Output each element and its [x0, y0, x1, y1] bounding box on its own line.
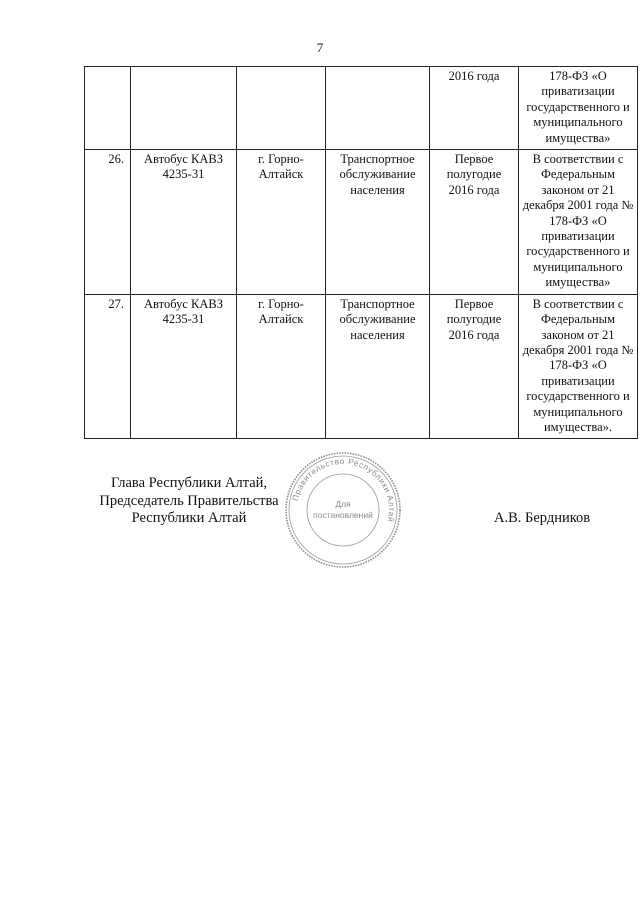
- cell-num: 27.: [85, 294, 131, 439]
- basis-line: муниципального: [533, 259, 623, 274]
- purpose-line: Транспортное: [340, 152, 415, 167]
- cell-location: [237, 294, 326, 439]
- basis-line: муниципального: [533, 404, 623, 419]
- cell-period: [430, 67, 519, 150]
- privatization-table: [84, 66, 638, 439]
- basis-line: В соответствии с: [532, 296, 624, 311]
- location-line: Алтайск: [258, 167, 304, 182]
- signatory-name: А.В. Бердников: [494, 510, 591, 526]
- stamp-ring-text: Правительство Республики Алтай: [290, 456, 397, 524]
- cell-purpose: [326, 150, 430, 295]
- basis-line: имущества».: [543, 419, 612, 434]
- basis-line: приватизации: [541, 84, 615, 99]
- basis-line: государственного и: [526, 244, 630, 259]
- basis-line: имущества»: [545, 130, 611, 145]
- basis-line: 178-ФЗ «О: [549, 69, 607, 83]
- cell-num: [85, 67, 131, 150]
- basis-line: муниципального: [533, 115, 623, 130]
- purpose-line: обслуживание: [339, 312, 416, 327]
- cell-period: [430, 150, 519, 295]
- table-row: [85, 294, 638, 439]
- purpose-line: населения: [350, 327, 405, 342]
- basis-line: приватизации: [541, 373, 615, 388]
- signatory-title-line: Глава Республики Алтай,: [110, 475, 268, 491]
- location-line: г. Горно-: [258, 152, 304, 167]
- official-stamp: [283, 450, 403, 570]
- table-row-continuation: [85, 67, 638, 150]
- basis-line: государственного и: [526, 99, 630, 114]
- name-line: 4235-31: [162, 167, 205, 182]
- cell-basis: [519, 294, 638, 439]
- period-text: 2016 года: [448, 69, 500, 83]
- period-line: Первое: [454, 152, 494, 167]
- purpose-line: обслуживание: [339, 167, 416, 182]
- name-line: Автобус КАВЗ: [144, 152, 223, 167]
- name-line: Автобус КАВЗ: [144, 296, 223, 311]
- stamp-center-line-1: Для: [335, 499, 351, 509]
- stamp-seal-icon: [283, 450, 403, 570]
- basis-line: приватизации: [541, 229, 615, 244]
- location-line: Алтайск: [258, 312, 304, 327]
- basis-line: государственного и: [526, 389, 630, 404]
- basis-line: декабря 2001 года №: [522, 342, 634, 357]
- cell-purpose: [326, 67, 430, 150]
- cell-basis: [519, 150, 638, 295]
- name-line: 4235-31: [162, 312, 205, 327]
- signatory-title: [84, 475, 294, 528]
- cell-num: 26.: [85, 150, 131, 295]
- signatory-title-line: Председатель Правительства: [99, 492, 279, 509]
- page-number: 7: [316, 40, 324, 55]
- basis-line: декабря 2001 года №: [522, 198, 634, 213]
- period-line: 2016 года: [448, 327, 500, 342]
- basis-line: В соответствии с: [532, 152, 624, 167]
- cell-purpose: [326, 294, 430, 439]
- basis-line: законом от 21: [541, 182, 615, 197]
- period-line: 2016 года: [448, 182, 500, 197]
- table-row: [85, 150, 638, 295]
- basis-line: законом от 21: [541, 327, 615, 342]
- basis-line: Федеральным: [540, 312, 615, 327]
- cell-location: [237, 67, 326, 150]
- basis-line: Федеральным: [540, 167, 615, 182]
- cell-name: [131, 150, 237, 295]
- signatory-title-line: Республики Алтай: [131, 510, 247, 526]
- period-line: полугодие: [446, 312, 502, 327]
- purpose-line: населения: [350, 182, 405, 197]
- cell-location: [237, 150, 326, 295]
- stamp-center-line-2: постановлений: [313, 510, 373, 520]
- period-line: полугодие: [446, 167, 502, 182]
- cell-name: [131, 67, 237, 150]
- cell-period: [430, 294, 519, 439]
- location-line: г. Горно-: [258, 296, 304, 311]
- basis-line: 178-ФЗ «О: [549, 213, 607, 228]
- cell-name: [131, 294, 237, 439]
- basis-line: имущества»: [545, 275, 611, 290]
- basis-line: 178-ФЗ «О: [549, 358, 607, 373]
- cell-basis: [519, 67, 638, 150]
- purpose-line: Транспортное: [340, 296, 415, 311]
- period-line: Первое: [454, 296, 494, 311]
